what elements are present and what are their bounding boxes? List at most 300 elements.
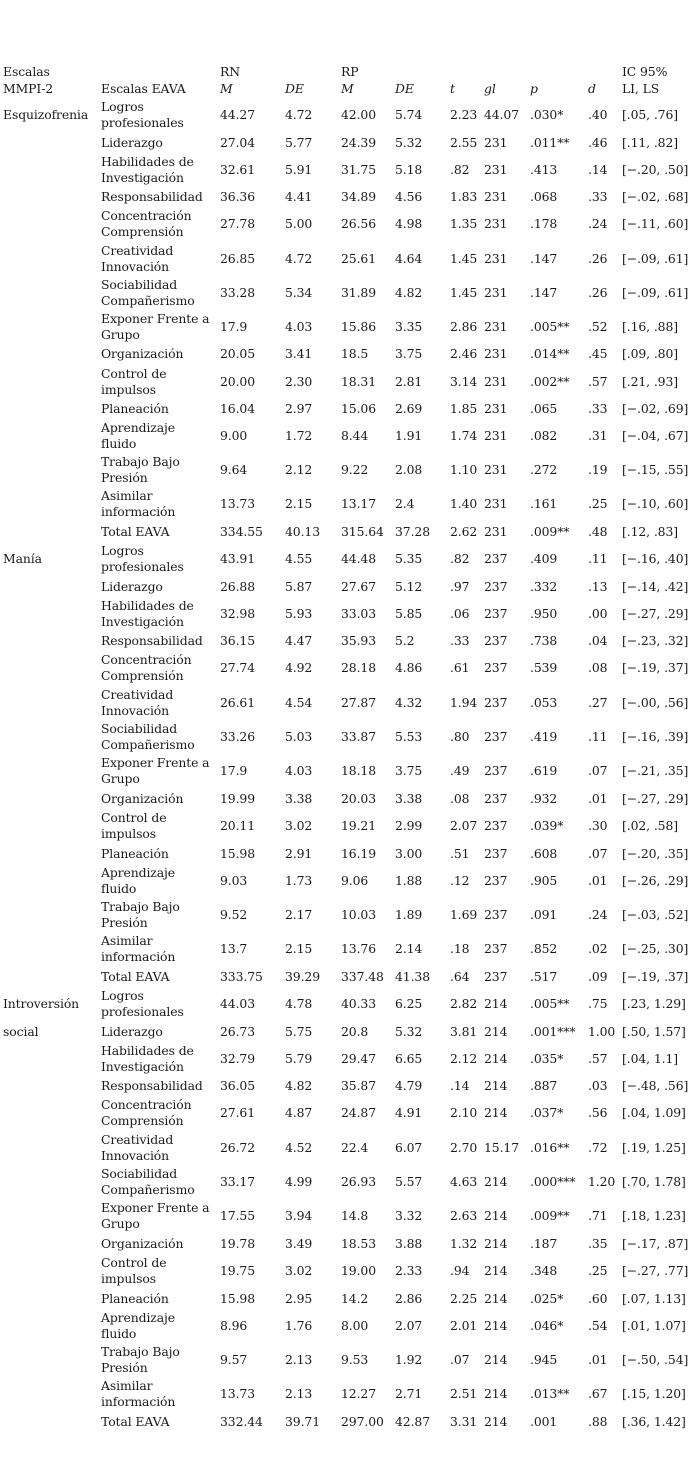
cell-rp-m: 297.00 [341,1413,384,1429]
cell-rn-m: 26.61 [220,694,255,710]
cell-t: .80 [450,728,470,744]
cell-rn-m: 17.9 [220,318,248,334]
cell-t: 2.46 [450,345,478,361]
header-d: d [588,80,596,96]
cell-rn-de: 1.73 [285,872,313,888]
eava-scale-name: Investigación [101,170,184,185]
cell-rp-de: 5.74 [395,106,423,122]
cell-rn-m: 13.7 [220,940,248,956]
cell-t: .94 [450,1262,470,1278]
eava-scale-name: impulsos [101,826,156,841]
cell-rn-m: 13.73 [220,495,255,511]
cell-t: .33 [450,632,470,648]
cell-gl: 237 [484,968,508,984]
cell-p: .517 [530,968,558,984]
cell-gl: 231 [484,523,508,539]
cell-rp-de: 1.88 [395,872,423,888]
cell-rp-de: 42.87 [395,1413,430,1429]
cell-d: .26 [588,250,608,266]
cell-d: .25 [588,495,608,511]
cell-rp-de: 4.79 [395,1077,423,1093]
eava-scale-name: Responsabilidad [101,188,203,204]
cell-ic: [−.19, .37] [622,968,689,984]
cell-gl: 15.17 [484,1139,519,1155]
cell-rp-de: 2.69 [395,400,423,416]
cell-d: .60 [588,1290,608,1306]
cell-rn-de: 4.41 [285,188,313,204]
cell-d: .07 [588,762,608,778]
cell-ic: [−.00, .56] [622,694,689,710]
eava-scale-name: Grupo [101,327,140,342]
cell-d: .56 [588,1104,608,1120]
cell-gl: 214 [484,1023,508,1039]
eava-scale-name: Control de [101,809,167,825]
cell-p: .178 [530,215,558,231]
cell-rn-m: 20.11 [220,817,255,833]
cell-rn-m: 44.03 [220,995,255,1011]
eava-scale-name: fluido [101,1326,137,1341]
cell-t: 1.45 [450,284,478,300]
cell-ic: [−.25, .30] [622,940,689,956]
eava-scale-name: Asimilar [101,1377,153,1393]
eava-scale-name: Concentración [101,1096,192,1112]
cell-ic: [−.19, .37] [622,659,689,675]
cell-d: .00 [588,605,608,621]
eava-scale-name: Logros [101,542,144,558]
eava-scale-name: Habilidades de [101,153,194,169]
cell-rp-m: 42.00 [341,106,376,122]
cell-d: .48 [588,523,608,539]
cell-rp-m: 14.2 [341,1290,369,1306]
cell-rn-m: 36.15 [220,632,255,648]
cell-gl: 231 [484,215,508,231]
cell-rp-de: 3.75 [395,345,423,361]
cell-rp-de: 4.91 [395,1104,423,1120]
cell-rn-de: 3.49 [285,1235,313,1251]
cell-rp-de: 3.35 [395,318,423,334]
mmpi-scale-name: Manía [3,550,42,566]
cell-rn-m: 19.99 [220,790,255,806]
cell-d: .13 [588,578,608,594]
cell-p: .161 [530,495,558,511]
eava-scale-name: Logros [101,987,144,1003]
cell-rp-m: 20.03 [341,790,376,806]
eava-scale-name: profesionales [101,559,184,574]
header-escalas-eava: Escalas EAVA [101,80,186,96]
cell-t: 2.25 [450,1290,478,1306]
cell-d: .33 [588,400,608,416]
eava-scale-name: Sociabilidad [101,720,178,736]
eava-scale-name: Creatividad [101,1131,174,1147]
cell-rn-de: 4.03 [285,762,313,778]
cell-rp-m: 9.22 [341,461,369,477]
cell-rn-m: 333.75 [220,968,263,984]
cell-rn-de: 5.87 [285,578,313,594]
cell-rp-m: 18.18 [341,762,376,778]
eava-scale-name: Organización [101,1235,184,1251]
cell-rp-de: 1.91 [395,427,423,443]
cell-rp-de: 37.28 [395,523,430,539]
cell-ic: [.19, 1.25] [622,1139,686,1155]
cell-p: .945 [530,1351,558,1367]
cell-rp-de: 5.2 [395,632,415,648]
cell-d: .72 [588,1139,608,1155]
cell-rn-de: 4.55 [285,550,313,566]
cell-rp-m: 28.18 [341,659,376,675]
eava-scale-name: Control de [101,365,167,381]
cell-p: .738 [530,632,558,648]
cell-d: .08 [588,659,608,675]
eava-scale-name: Innovación [101,259,170,274]
cell-gl: 231 [484,188,508,204]
cell-p: .005** [530,995,570,1011]
cell-gl: 231 [484,373,508,389]
cell-p: .091 [530,906,558,922]
eava-scale-name: Habilidades de [101,1042,194,1058]
cell-t: 2.82 [450,995,478,1011]
cell-p: .039* [530,817,564,833]
eava-scale-name: Logros [101,98,144,114]
cell-rp-de: 3.75 [395,762,423,778]
cell-t: .06 [450,605,470,621]
cell-p: .272 [530,461,558,477]
cell-rn-de: 3.38 [285,790,313,806]
cell-p: .025* [530,1290,564,1306]
cell-ic: [−.48, .56] [622,1077,689,1093]
cell-ic: [.11, .82] [622,134,678,150]
eava-scale-name: Exponer Frente a [101,1199,210,1215]
eava-scale-name: Asimilar [101,932,153,948]
cell-rn-de: 5.75 [285,1023,313,1039]
cell-ic: [−.10, .60] [622,495,689,511]
eava-scale-name: Grupo [101,1216,140,1231]
eava-scale-name: Liderazgo [101,578,163,594]
cell-gl: 214 [484,1173,508,1189]
cell-gl: 231 [484,345,508,361]
cell-rn-de: 2.91 [285,845,313,861]
cell-rn-m: 8.96 [220,1317,248,1333]
cell-d: .26 [588,284,608,300]
cell-rn-de: 2.15 [285,495,313,511]
cell-t: 2.12 [450,1050,478,1066]
eava-scale-name: Planeación [101,1290,169,1306]
cell-rp-m: 26.93 [341,1173,376,1189]
cell-rp-m: 14.8 [341,1207,369,1223]
cell-t: 1.85 [450,400,478,416]
cell-p: .932 [530,790,558,806]
cell-ic: [.04, 1.09] [622,1104,686,1120]
cell-rn-de: 4.99 [285,1173,313,1189]
eava-scale-name: Trabajo Bajo [101,1343,180,1359]
cell-t: .51 [450,845,470,861]
cell-rp-m: 25.61 [341,250,376,266]
cell-rn-m: 43.91 [220,550,255,566]
cell-rp-m: 31.89 [341,284,376,300]
cell-rn-m: 20.05 [220,345,255,361]
cell-d: .31 [588,427,608,443]
cell-gl: 214 [484,1207,508,1223]
cell-rn-m: 36.36 [220,188,255,204]
cell-rp-de: 3.00 [395,845,423,861]
cell-rp-de: 4.64 [395,250,423,266]
cell-gl: 231 [484,134,508,150]
cell-d: .24 [588,215,608,231]
cell-ic: [−.03, .52] [622,906,689,922]
cell-gl: 231 [484,250,508,266]
cell-rp-de: 3.32 [395,1207,423,1223]
cell-d: .40 [588,106,608,122]
eava-scale-name: Total EAVA [101,968,170,984]
cell-rp-de: 3.38 [395,790,423,806]
cell-gl: 237 [484,550,508,566]
eava-scale-name: Trabajo Bajo [101,453,180,469]
cell-rn-de: 2.30 [285,373,313,389]
cell-p: .013** [530,1385,570,1401]
cell-rn-m: 16.04 [220,400,255,416]
cell-rn-de: 5.34 [285,284,313,300]
cell-rn-m: 19.75 [220,1262,255,1278]
cell-t: .18 [450,940,470,956]
cell-rp-de: 4.32 [395,694,423,710]
cell-gl: 231 [484,461,508,477]
cell-t: .64 [450,968,470,984]
eava-scale-name: Control de [101,1254,167,1270]
cell-t: 3.31 [450,1413,478,1429]
eava-scale-name: Aprendizaje [101,419,176,435]
cell-rn-de: 2.17 [285,906,313,922]
cell-rn-de: 4.92 [285,659,313,675]
eava-scale-name: Comprensión [101,668,184,683]
cell-rn-m: 33.28 [220,284,255,300]
eava-scale-name: Organización [101,345,184,361]
header-rn-m: M [220,80,233,96]
cell-rp-m: 34.89 [341,188,376,204]
cell-rp-m: 35.87 [341,1077,376,1093]
cell-ic: [−.15, .55] [622,461,689,477]
cell-t: 1.35 [450,215,478,231]
cell-rn-de: 3.94 [285,1207,313,1223]
header-rn: RN [220,63,240,79]
cell-rn-m: 36.05 [220,1077,255,1093]
cell-rp-m: 27.87 [341,694,376,710]
mmpi-scale-name: social [3,1023,39,1039]
cell-d: .07 [588,845,608,861]
cell-ic: [−.09, .61] [622,284,689,300]
cell-rn-de: 5.77 [285,134,313,150]
eava-scale-name: impulsos [101,1271,156,1286]
cell-ic: [−.26, .29] [622,872,689,888]
eava-scale-name: Comprensión [101,1113,184,1128]
eava-scale-name: Aprendizaje [101,864,176,880]
eava-scale-name: Aprendizaje [101,1309,176,1325]
cell-gl: 237 [484,790,508,806]
eava-scale-name: Innovación [101,1148,170,1163]
cell-d: .04 [588,632,608,648]
cell-rp-m: 40.33 [341,995,376,1011]
cell-t: 2.01 [450,1317,478,1333]
cell-rn-de: 1.72 [285,427,313,443]
cell-rp-m: 33.03 [341,605,376,621]
cell-rp-m: 31.75 [341,161,376,177]
cell-ic: [.07, 1.13] [622,1290,686,1306]
cell-rp-m: 15.06 [341,400,376,416]
cell-gl: 214 [484,995,508,1011]
cell-rp-de: 5.57 [395,1173,423,1189]
eava-scale-name: Sociabilidad [101,276,178,292]
header-rp-m: M [341,80,354,96]
cell-p: .016** [530,1139,570,1155]
cell-p: .147 [530,250,558,266]
cell-rn-de: 5.79 [285,1050,313,1066]
cell-gl: 231 [484,495,508,511]
eava-scale-name: Investigación [101,614,184,629]
cell-rn-de: 4.54 [285,694,313,710]
cell-rp-m: 315.64 [341,523,384,539]
cell-d: .67 [588,1385,608,1401]
cell-gl: 237 [484,762,508,778]
cell-ic: [−.09, .61] [622,250,689,266]
cell-p: .009** [530,1207,570,1223]
cell-d: .01 [588,790,608,806]
cell-rn-de: 4.72 [285,106,313,122]
eava-scale-name: Presión [101,1360,148,1375]
eava-scale-name: Grupo [101,771,140,786]
cell-rn-m: 26.73 [220,1023,255,1039]
cell-t: 2.62 [450,523,478,539]
cell-rp-de: 2.33 [395,1262,423,1278]
cell-rp-m: 26.56 [341,215,376,231]
cell-rp-m: 8.00 [341,1317,369,1333]
header-rn-de: DE [285,80,304,96]
cell-rn-m: 26.72 [220,1139,255,1155]
cell-t: 1.74 [450,427,478,443]
cell-rn-de: 39.29 [285,968,320,984]
header-rp: RP [341,63,359,79]
cell-p: .082 [530,427,558,443]
cell-d: .01 [588,872,608,888]
cell-gl: 214 [484,1385,508,1401]
cell-rp-de: 1.89 [395,906,423,922]
cell-d: .01 [588,1351,608,1367]
cell-rn-de: 5.03 [285,728,313,744]
eava-scale-name: Organización [101,790,184,806]
header-t: t [450,80,455,96]
cell-t: 3.14 [450,373,478,389]
eava-scale-name: Trabajo Bajo [101,898,180,914]
cell-p: .409 [530,550,558,566]
cell-ic: [−.16, .40] [622,550,689,566]
cell-rn-m: 9.64 [220,461,248,477]
eava-scale-name: Habilidades de [101,597,194,613]
header-escalas-mmpi-line2: MMPI-2 [3,80,54,96]
cell-rp-de: 5.18 [395,161,423,177]
cell-p: .419 [530,728,558,744]
cell-gl: 237 [484,906,508,922]
cell-rp-de: 5.12 [395,578,423,594]
cell-rp-m: 10.03 [341,906,376,922]
cell-d: .33 [588,188,608,204]
cell-p: .035* [530,1050,564,1066]
cell-rp-de: 6.07 [395,1139,423,1155]
cell-d: .27 [588,694,608,710]
cell-ic: [.36, 1.42] [622,1413,686,1429]
cell-gl: 44.07 [484,106,519,122]
cell-t: 2.51 [450,1385,478,1401]
cell-rn-de: 4.72 [285,250,313,266]
cell-rn-de: 2.97 [285,400,313,416]
eava-scale-name: Concentración [101,651,192,667]
cell-ic: [.04, 1.1] [622,1050,678,1066]
cell-rp-m: 18.31 [341,373,376,389]
eava-scale-name: Compañerismo [101,1182,195,1197]
cell-rp-de: 4.56 [395,188,423,204]
cell-rp-m: 22.4 [341,1139,369,1155]
cell-gl: 237 [484,817,508,833]
cell-t: 1.94 [450,694,478,710]
cell-rp-de: 2.71 [395,1385,423,1401]
cell-p: .002** [530,373,570,389]
eava-scale-name: información [101,1394,176,1409]
cell-p: .852 [530,940,558,956]
cell-rn-de: 4.03 [285,318,313,334]
eava-scale-name: información [101,949,176,964]
eava-scale-name: fluido [101,881,137,896]
cell-ic: [.18, 1.23] [622,1207,686,1223]
cell-p: .065 [530,400,558,416]
cell-gl: 237 [484,694,508,710]
cell-p: .030* [530,106,564,122]
cell-rp-de: 2.99 [395,817,423,833]
cell-p: .011** [530,134,570,150]
cell-d: .88 [588,1413,608,1429]
cell-ic: [−.21, .35] [622,762,689,778]
cell-rp-m: 18.5 [341,345,369,361]
cell-d: .24 [588,906,608,922]
eava-scale-name: Exponer Frente a [101,310,210,326]
cell-p: .005** [530,318,570,334]
cell-ic: [.15, 1.20] [622,1385,686,1401]
cell-rp-m: 15.86 [341,318,376,334]
cell-t: .49 [450,762,470,778]
cell-rp-m: 24.39 [341,134,376,150]
eava-scale-name: profesionales [101,1004,184,1019]
cell-t: .61 [450,659,470,675]
cell-rn-de: 2.15 [285,940,313,956]
header-escalas-mmpi-line1: Escalas [3,63,50,79]
cell-d: .52 [588,318,608,334]
cell-gl: 214 [484,1351,508,1367]
cell-d: .30 [588,817,608,833]
cell-p: .037* [530,1104,564,1120]
eava-scale-name: Liderazgo [101,1023,163,1039]
cell-rp-de: 5.53 [395,728,423,744]
cell-rp-de: 6.65 [395,1050,423,1066]
cell-rn-m: 17.9 [220,762,248,778]
cell-rp-m: 8.44 [341,427,369,443]
cell-gl: 231 [484,427,508,443]
cell-t: 1.69 [450,906,478,922]
cell-rp-m: 33.87 [341,728,376,744]
cell-rp-de: 2.86 [395,1290,423,1306]
header-ic-line2: LI, LS [622,80,660,96]
cell-t: 2.86 [450,318,478,334]
cell-t: 2.55 [450,134,478,150]
cell-gl: 237 [484,632,508,648]
cell-gl: 237 [484,940,508,956]
eava-scale-name: Creatividad [101,242,174,258]
cell-rn-m: 20.00 [220,373,255,389]
cell-d: .02 [588,940,608,956]
